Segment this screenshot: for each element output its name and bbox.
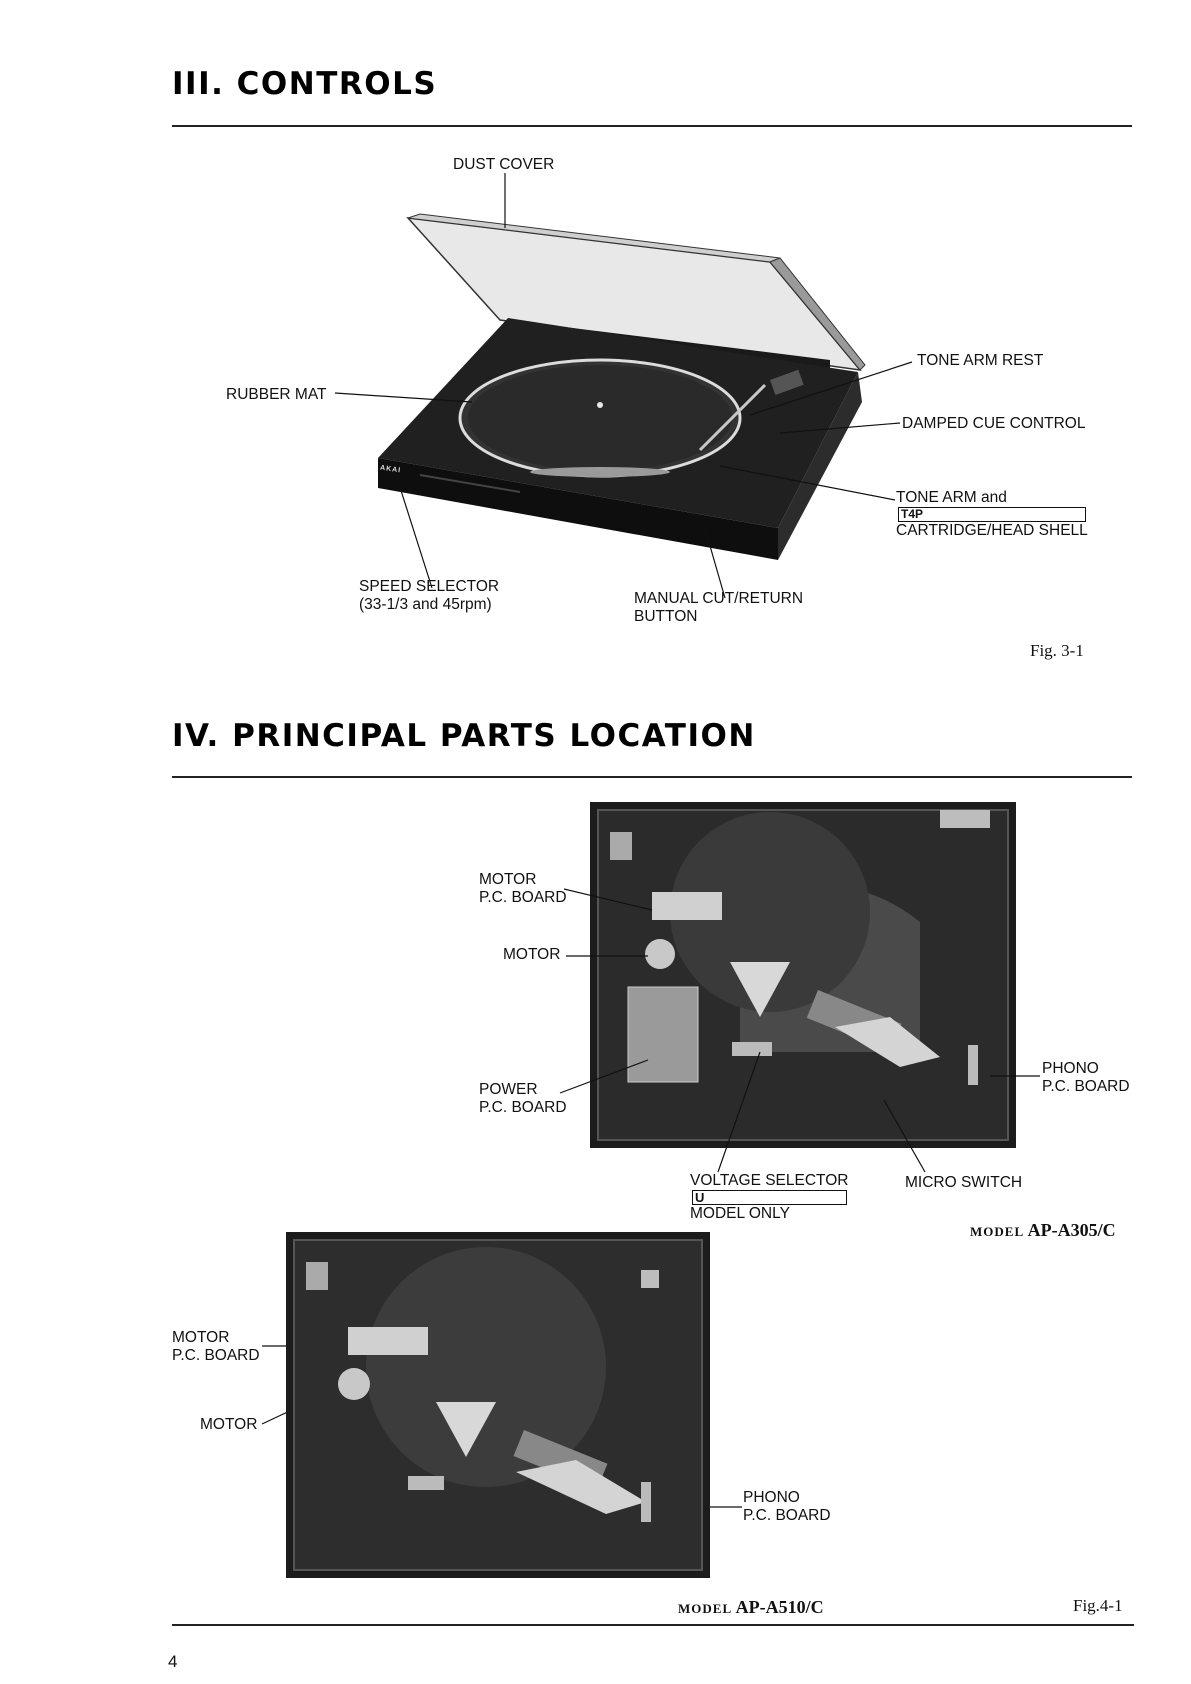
tone-arm-line2: CARTRIDGE/HEAD SHELL	[896, 522, 1088, 539]
label-damped-cue-control: DAMPED CUE CONTROL	[902, 415, 1086, 432]
section-title-controls: III. CONTROLS	[172, 66, 438, 102]
top-label-motor: MOTOR	[503, 946, 561, 963]
top-motor-pcb-line2: P.C. BOARD	[479, 889, 567, 906]
speed-line2: (33-1/3 and 45rpm)	[359, 596, 492, 613]
bottom-motor-pcb-line1: MOTOR	[172, 1329, 230, 1346]
label-rubber-mat: RUBBER MAT	[226, 386, 327, 403]
tone-arm-line1: TONE ARM and	[896, 489, 1007, 506]
fig-3-1: Fig. 3-1	[1030, 641, 1084, 660]
top-power-line2: P.C. BOARD	[479, 1099, 567, 1116]
model-name-top: AP-A305/C	[1027, 1220, 1116, 1240]
bottom-phono-line2: P.C. BOARD	[743, 1507, 831, 1524]
brand-logo: AKAI	[379, 464, 402, 475]
top-label-micro-switch: MICRO SWITCH	[905, 1174, 1023, 1191]
page-number: 4	[168, 1652, 178, 1671]
label-dust-cover: DUST COVER	[453, 156, 555, 173]
bottom-label-phono-pcb	[743, 1489, 831, 1525]
bottom-label-motor-pcb	[172, 1329, 260, 1365]
footer-rule	[172, 1624, 1134, 1626]
label-tone-arm-rest: TONE ARM REST	[917, 352, 1044, 369]
fig-4-1: Fig.4-1	[1073, 1596, 1123, 1615]
top-power-line1: POWER	[479, 1081, 538, 1098]
model-name-bottom: AP-A510/C	[735, 1597, 824, 1617]
bottom-phono-line1: PHONO	[743, 1489, 800, 1506]
photo-ap-a510	[286, 1232, 710, 1578]
top-label-voltage-selector	[690, 1172, 849, 1223]
model-prefix-top: MODEL	[970, 1224, 1025, 1239]
t4p-badge: T4P	[898, 507, 1086, 522]
u-badge: U	[692, 1190, 847, 1205]
voltage-line2: MODEL ONLY	[690, 1205, 790, 1222]
manual-line2: BUTTON	[634, 608, 698, 625]
top-motor-pcb-line1: MOTOR	[479, 871, 537, 888]
top-phono-line2: P.C. BOARD	[1042, 1078, 1130, 1095]
bottom-motor-pcb-line2: P.C. BOARD	[172, 1347, 260, 1364]
top-label-motor-pcb	[479, 871, 567, 907]
speed-line1: SPEED SELECTOR	[359, 578, 500, 595]
model-ap-a305	[970, 1220, 1116, 1241]
top-label-power-pcb	[479, 1081, 567, 1117]
model-ap-a510	[678, 1597, 824, 1618]
top-label-phono-pcb	[1042, 1060, 1130, 1096]
bottom-label-motor: MOTOR	[200, 1416, 258, 1433]
manual-line1: MANUAL CUT/RETURN	[634, 590, 804, 607]
top-phono-line1: PHONO	[1042, 1060, 1099, 1077]
model-prefix-bottom: MODEL	[678, 1601, 733, 1616]
section-title-parts: IV. PRINCIPAL PARTS LOCATION	[172, 718, 756, 754]
voltage-line1: VOLTAGE SELECTOR	[690, 1172, 849, 1189]
